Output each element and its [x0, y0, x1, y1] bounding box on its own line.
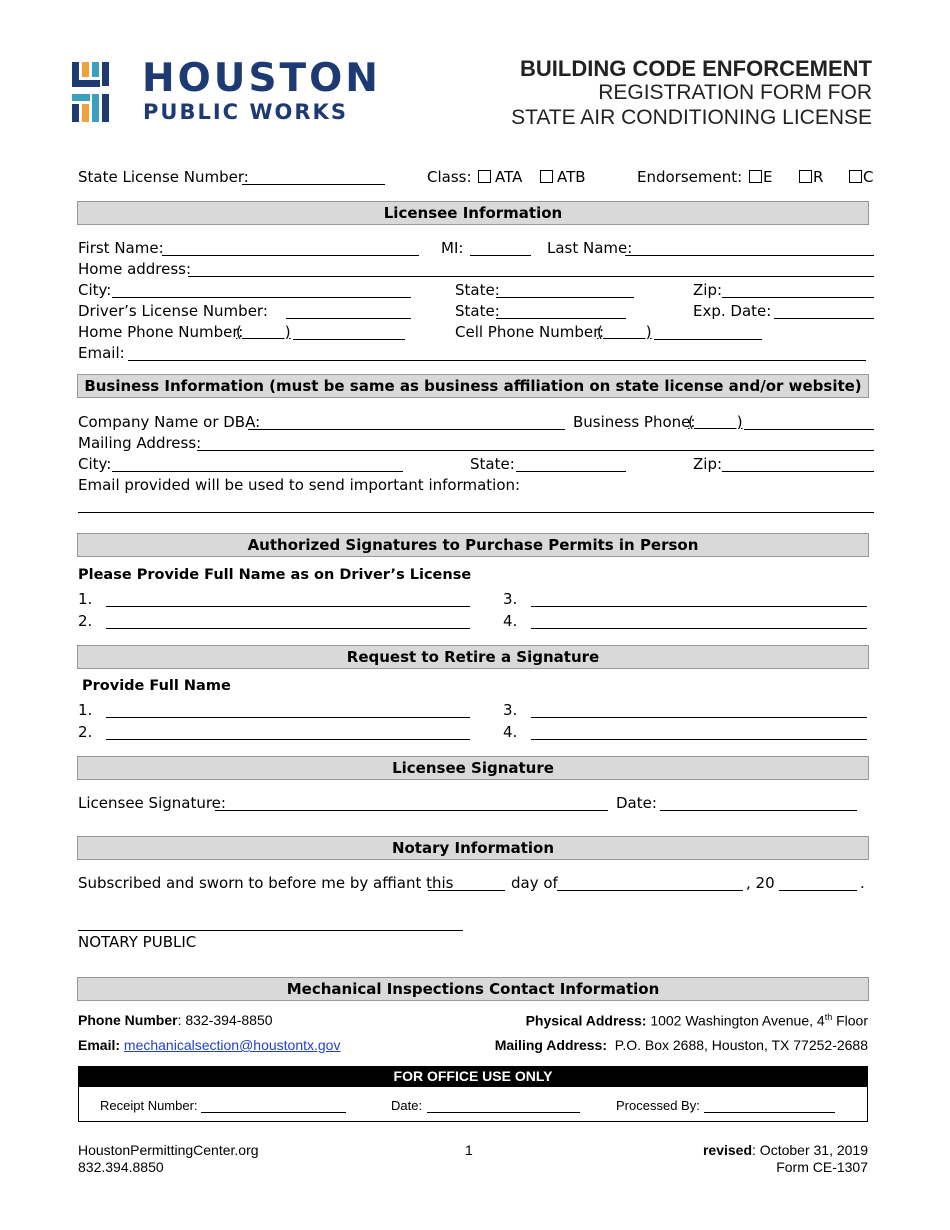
- mi-input[interactable]: [470, 255, 531, 256]
- notary-month-input[interactable]: [557, 890, 743, 891]
- retire-number-3: 3.: [503, 701, 518, 719]
- mech-phone: [78, 1012, 273, 1028]
- licensee-city-label: City:: [78, 281, 112, 299]
- class-ata-label: ATA: [495, 168, 523, 186]
- licensee-email-input[interactable]: [128, 360, 866, 361]
- mech-physical-suffix: Floor: [836, 1012, 868, 1029]
- mech-email-label: Email:: [78, 1037, 121, 1053]
- endorsement-e-option[interactable]: [743, 168, 772, 186]
- business-information-header: Business Information (must be same as business affiliation on state license and/or website): [77, 374, 869, 398]
- company-name-label: Company Name or DBA:: [78, 413, 261, 431]
- auth-name-4-input[interactable]: [531, 628, 867, 629]
- receipt-number-label: Receipt Number:: [100, 1098, 198, 1113]
- first-name-input[interactable]: [162, 255, 419, 256]
- auth-name-1-input[interactable]: [106, 606, 470, 607]
- auth-number-2: 2.: [78, 612, 93, 630]
- endorsement-e-checkbox[interactable]: [749, 170, 762, 183]
- auth-name-2-input[interactable]: [106, 628, 470, 629]
- exp-date-label: Exp. Date:: [693, 302, 772, 320]
- mech-email: [78, 1037, 340, 1053]
- processed-by-input[interactable]: [704, 1112, 835, 1113]
- mech-physical-address: [526, 1012, 868, 1029]
- business-phone-input[interactable]: [744, 429, 874, 430]
- business-zip-input[interactable]: [722, 471, 874, 472]
- business-city-input[interactable]: [112, 471, 403, 472]
- notary-sentence-part1: Subscribed and sworn to before me by affiant this: [78, 874, 454, 892]
- business-city-label: City:: [78, 455, 112, 473]
- home-address-label: Home address:: [78, 260, 192, 278]
- licensee-signature-input[interactable]: [215, 810, 608, 811]
- notary-year-input[interactable]: [779, 890, 857, 891]
- drivers-license-input[interactable]: [286, 318, 411, 319]
- company-name-input[interactable]: [248, 429, 565, 430]
- logo-public-works-text: PUBLIC WORKS: [143, 100, 348, 124]
- mech-phone-label: Phone Number: [78, 1012, 178, 1028]
- auth-instruction: Please Provide Full Name as on Driver’s License: [78, 567, 472, 583]
- class-atb-label: ATB: [557, 168, 586, 186]
- home-phone-paren: ( ): [236, 323, 291, 341]
- state-license-label: State License Number:: [78, 168, 249, 186]
- class-label: Class:: [427, 168, 472, 186]
- cell-phone-input[interactable]: [654, 339, 762, 340]
- header-subtitle-1: REGISTRATION FORM FOR: [598, 81, 872, 104]
- retire-name-1-input[interactable]: [106, 717, 470, 718]
- mechanical-contact-header: Mechanical Inspections Contact Information: [77, 977, 869, 1001]
- houston-public-works-logo: [70, 58, 390, 128]
- licensee-signature-label: Licensee Signature:: [78, 794, 226, 812]
- office-use-header: FOR OFFICE USE ONLY: [78, 1066, 868, 1086]
- mech-mailing-address: [495, 1037, 868, 1053]
- exp-date-input[interactable]: [774, 318, 874, 319]
- drivers-license-label: Driver’s License Number:: [78, 302, 268, 320]
- auth-number-1: 1.: [78, 590, 93, 608]
- licensee-state-input[interactable]: [496, 297, 634, 298]
- cell-phone-label: Cell Phone Number:: [455, 323, 605, 341]
- home-address-input[interactable]: [188, 276, 874, 277]
- licensee-state-label: State:: [455, 281, 500, 299]
- endorsement-c-checkbox[interactable]: [849, 170, 862, 183]
- class-ata-option[interactable]: [472, 168, 522, 186]
- cell-phone-paren: ( ): [597, 323, 652, 341]
- receipt-number-input[interactable]: [201, 1112, 346, 1113]
- office-use-box: [78, 1086, 868, 1122]
- class-atb-checkbox[interactable]: [540, 170, 553, 183]
- notary-sentence-end: .: [860, 874, 865, 892]
- footer-revised-label: revised: [702, 1142, 753, 1158]
- business-phone-paren: ( ): [688, 413, 743, 431]
- footer-phone: 832.394.8850: [78, 1159, 164, 1175]
- footer-form-number: Form CE-1307: [776, 1159, 868, 1175]
- endorsement-r-option[interactable]: [793, 168, 823, 186]
- footer-revised-value: : October 31, 2019: [752, 1142, 868, 1158]
- notary-public-label: NOTARY PUBLIC: [78, 933, 197, 951]
- licensee-city-input[interactable]: [112, 297, 411, 298]
- dl-state-label: State:: [455, 302, 500, 320]
- first-name-label: First Name:: [78, 239, 164, 257]
- endorsement-r-label: R: [813, 168, 824, 186]
- header-subtitle-2: STATE AIR CONDITIONING LICENSE: [511, 106, 872, 129]
- mech-email-link[interactable]: mechanicalsection@houstontx.gov: [123, 1037, 341, 1053]
- notary-signature-input[interactable]: [78, 930, 463, 931]
- auth-number-4: 4.: [503, 612, 518, 630]
- notary-sentence-part3: , 20: [746, 874, 775, 892]
- mech-physical-value: 1002 Washington Avenue, 4: [650, 1012, 825, 1029]
- page-number: 1: [465, 1142, 473, 1158]
- mech-mailing-value: P.O. Box 2688, Houston, TX 77252-2688: [614, 1037, 868, 1053]
- processed-by-label: Processed By:: [616, 1098, 700, 1113]
- header-title: BUILDING CODE ENFORCEMENT: [520, 56, 872, 81]
- licensee-email-label: Email:: [78, 344, 125, 362]
- business-zip-label: Zip:: [693, 455, 723, 473]
- business-phone-label: Business Phone:: [573, 413, 696, 431]
- office-date-label: Date:: [391, 1098, 423, 1113]
- business-email-input[interactable]: [78, 512, 874, 513]
- endorsement-c-label: C: [863, 168, 874, 186]
- auth-name-3-input[interactable]: [531, 606, 867, 607]
- notary-sentence-part2: day of: [511, 874, 558, 892]
- licensee-zip-input[interactable]: [722, 297, 874, 298]
- mech-physical-sup: th: [824, 1012, 833, 1022]
- class-ata-checkbox[interactable]: [478, 170, 491, 183]
- licensee-zip-label: Zip:: [693, 281, 723, 299]
- mi-label: MI:: [441, 239, 464, 257]
- mech-phone-value: : 832-394-8850: [177, 1012, 273, 1028]
- retire-instruction: Provide Full Name: [82, 678, 231, 694]
- licensee-information-header: Licensee Information: [77, 201, 869, 225]
- email-note-label: Email provided will be used to send important information:: [78, 476, 521, 494]
- last-name-label: Last Name:: [547, 239, 633, 257]
- signature-date-label: Date:: [616, 794, 657, 812]
- retire-name-3-input[interactable]: [531, 717, 867, 718]
- mech-physical-label: Physical Address:: [525, 1012, 647, 1029]
- retire-name-2-input[interactable]: [106, 739, 470, 740]
- notary-day-input[interactable]: [428, 890, 505, 891]
- footer-website: HoustonPermittingCenter.org: [78, 1142, 259, 1158]
- auth-number-3: 3.: [503, 590, 518, 608]
- last-name-input[interactable]: [625, 255, 874, 256]
- endorsement-e-label: E: [763, 168, 773, 186]
- retire-number-2: 2.: [78, 723, 93, 741]
- mailing-address-label: Mailing Address:: [78, 434, 202, 452]
- endorsement-label: Endorsement:: [637, 168, 743, 186]
- logo-houston-text: HOUSTON: [142, 56, 381, 101]
- dl-state-input[interactable]: [496, 318, 626, 319]
- signature-date-input[interactable]: [660, 810, 857, 811]
- endorsement-r-checkbox[interactable]: [799, 170, 812, 183]
- home-phone-input[interactable]: [293, 339, 405, 340]
- endorsement-c-option[interactable]: [843, 168, 873, 186]
- logo-mark-icon: [70, 58, 122, 126]
- retire-number-4: 4.: [503, 723, 518, 741]
- retire-number-1: 1.: [78, 701, 93, 719]
- home-phone-label: Home Phone Number:: [78, 323, 244, 341]
- business-state-label: State:: [470, 455, 515, 473]
- retire-name-4-input[interactable]: [531, 739, 867, 740]
- retire-signature-header: Request to Retire a Signature: [77, 645, 869, 669]
- business-state-input[interactable]: [516, 471, 626, 472]
- mailing-address-input[interactable]: [197, 450, 874, 451]
- office-date-input[interactable]: [427, 1112, 580, 1113]
- mech-mailing-label: Mailing Address:: [494, 1037, 607, 1053]
- state-license-input[interactable]: [242, 184, 385, 185]
- notary-information-header: Notary Information: [77, 836, 869, 860]
- authorized-signatures-header: Authorized Signatures to Purchase Permits in Person: [77, 533, 869, 557]
- licensee-signature-header: Licensee Signature: [77, 756, 869, 780]
- footer-revised: [703, 1142, 868, 1158]
- class-atb-option[interactable]: [534, 168, 586, 186]
